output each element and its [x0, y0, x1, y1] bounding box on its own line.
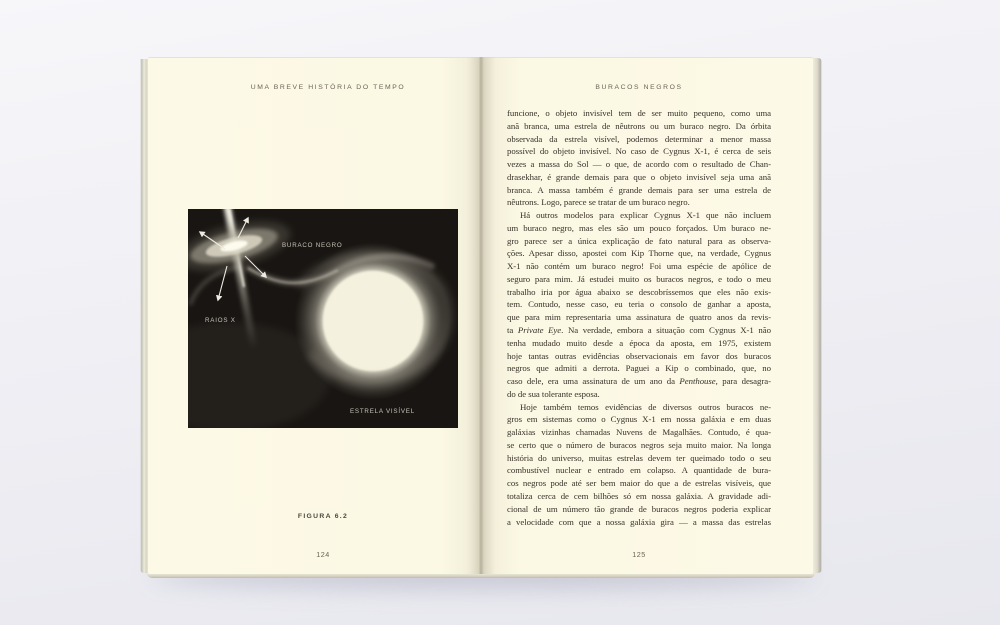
text-line: Há outros modelos para explicar Cygnus X-1 que não incluem	[520, 210, 771, 221]
text-line: ta Private Eye. Na verdade, embora a situação com Cygnus X-1 não	[507, 325, 771, 336]
text-line: totaliza cerca de cem bilhões só em nossa galáxia. A gravidade adi-	[507, 490, 771, 501]
text-line: cos negros pode até ser bem maior do que a de estrelas visíveis, que	[507, 478, 771, 489]
right-page	[481, 57, 813, 574]
text-line: história do universo, muitas estrelas devem ter queimado todo o seu	[507, 452, 771, 463]
text-line: hoje tantas outras evidências observacionais em favor dos buracos	[507, 350, 771, 361]
left-page-number: 124	[316, 550, 330, 559]
x-rays-label: RAIOS X	[205, 317, 236, 324]
text-line: do de sua tolerante esposa.	[507, 388, 600, 399]
text-line: um buraco negro, mas eles são um pouco forçados. Um buraco ne-	[507, 222, 771, 233]
visible-star-label: ESTRELA VISÍVEL	[350, 408, 415, 415]
text-line: gro parece ser a única explicação de fato natural para as observa-	[507, 235, 771, 246]
left-running-header: UMA BREVE HISTÓRIA DO TEMPO	[250, 84, 406, 91]
text-line: se certo que o número de buracos negros seja muito maior. Na longa	[507, 439, 771, 450]
text-line: galáxias vizinhas chamadas Nuvens de Magalhães. Contudo, é qua-	[507, 427, 771, 438]
text-line: drasekhar, é grande demais para que o objeto invisível seja uma anã	[507, 171, 771, 182]
text-line: X-1 não contém um buraco negro! Foi uma espécie de apólice de	[507, 261, 771, 272]
text-line: a velocidade com que a nossa galáxia gira — a massa das estrelas	[507, 516, 771, 527]
text-line: que para mim representaria uma assinatura de quatro anos da revis-	[507, 312, 771, 323]
text-line: branca. A massa também é grande demais para ser uma estrela de	[507, 184, 771, 195]
text-line: vezes a massa do Sol — o que, de acordo com o resultado de Chan-	[507, 159, 771, 170]
text-line: gros em sistemas como o Cygnus X-1 em nossa galáxia e em duas	[507, 414, 771, 425]
text-line: negros que admiti a derrota. Paguei a Kip o combinado, que, no	[507, 363, 771, 374]
text-line: combustível nuclear e entrado em colapso. A quantidade de bura-	[507, 465, 771, 476]
text-line: anã branca, uma estrela de nêutrons ou um buraco negro. Da órbita	[507, 120, 771, 131]
text-line: possível do objeto invisível. No caso de Cygnus X-1, é cerca de seis	[507, 146, 771, 157]
text-line: cional de um número tão grande de buracos negros poderia explicar	[507, 503, 771, 514]
text-line: tenha mudado muito desde a época da aposta, em 1975, existem	[507, 337, 771, 348]
text-line: ções. Apesar disso, apostei com Kip Thorne que, na verdade, Cygnus	[507, 248, 771, 259]
text-line: tem. Contudo, nesse caso, eu teria o consolo de ganhar a aposta,	[507, 299, 771, 310]
right-page-number: 125	[632, 550, 646, 559]
text-line: Hoje também temos evidências de diversos outros buracos ne-	[520, 401, 771, 412]
page-stack-edge-right	[812, 58, 822, 573]
figure-illustration	[188, 209, 458, 428]
figure-caption: FIGURA 6.2	[297, 513, 349, 520]
text-line: caso dele, era uma assinatura de um ano da Penthouse, para desagra-	[507, 376, 771, 387]
text-line: seguro para mim. Já estudei muito os buracos negros, e todo o meu	[507, 273, 771, 284]
black-hole-label: BURACO NEGRO	[282, 242, 343, 249]
text-line: funcione, o objeto invisível tem de ser muito pequeno, como uma	[507, 108, 771, 118]
text-line: observada da estrela visível, podemos determinar a menor massa	[507, 133, 771, 144]
text-column	[507, 107, 771, 528]
right-running-header: BURACOS NEGROS	[595, 84, 683, 91]
figure-6-2	[188, 209, 458, 428]
text-line: nêutrons. Logo, parece se tratar de um buraco negro.	[507, 197, 690, 208]
open-book-spread	[140, 55, 822, 579]
text-line: trabalho iria por água abaixo se descobríssemos que eles não exis-	[507, 286, 771, 297]
left-page	[148, 57, 481, 574]
